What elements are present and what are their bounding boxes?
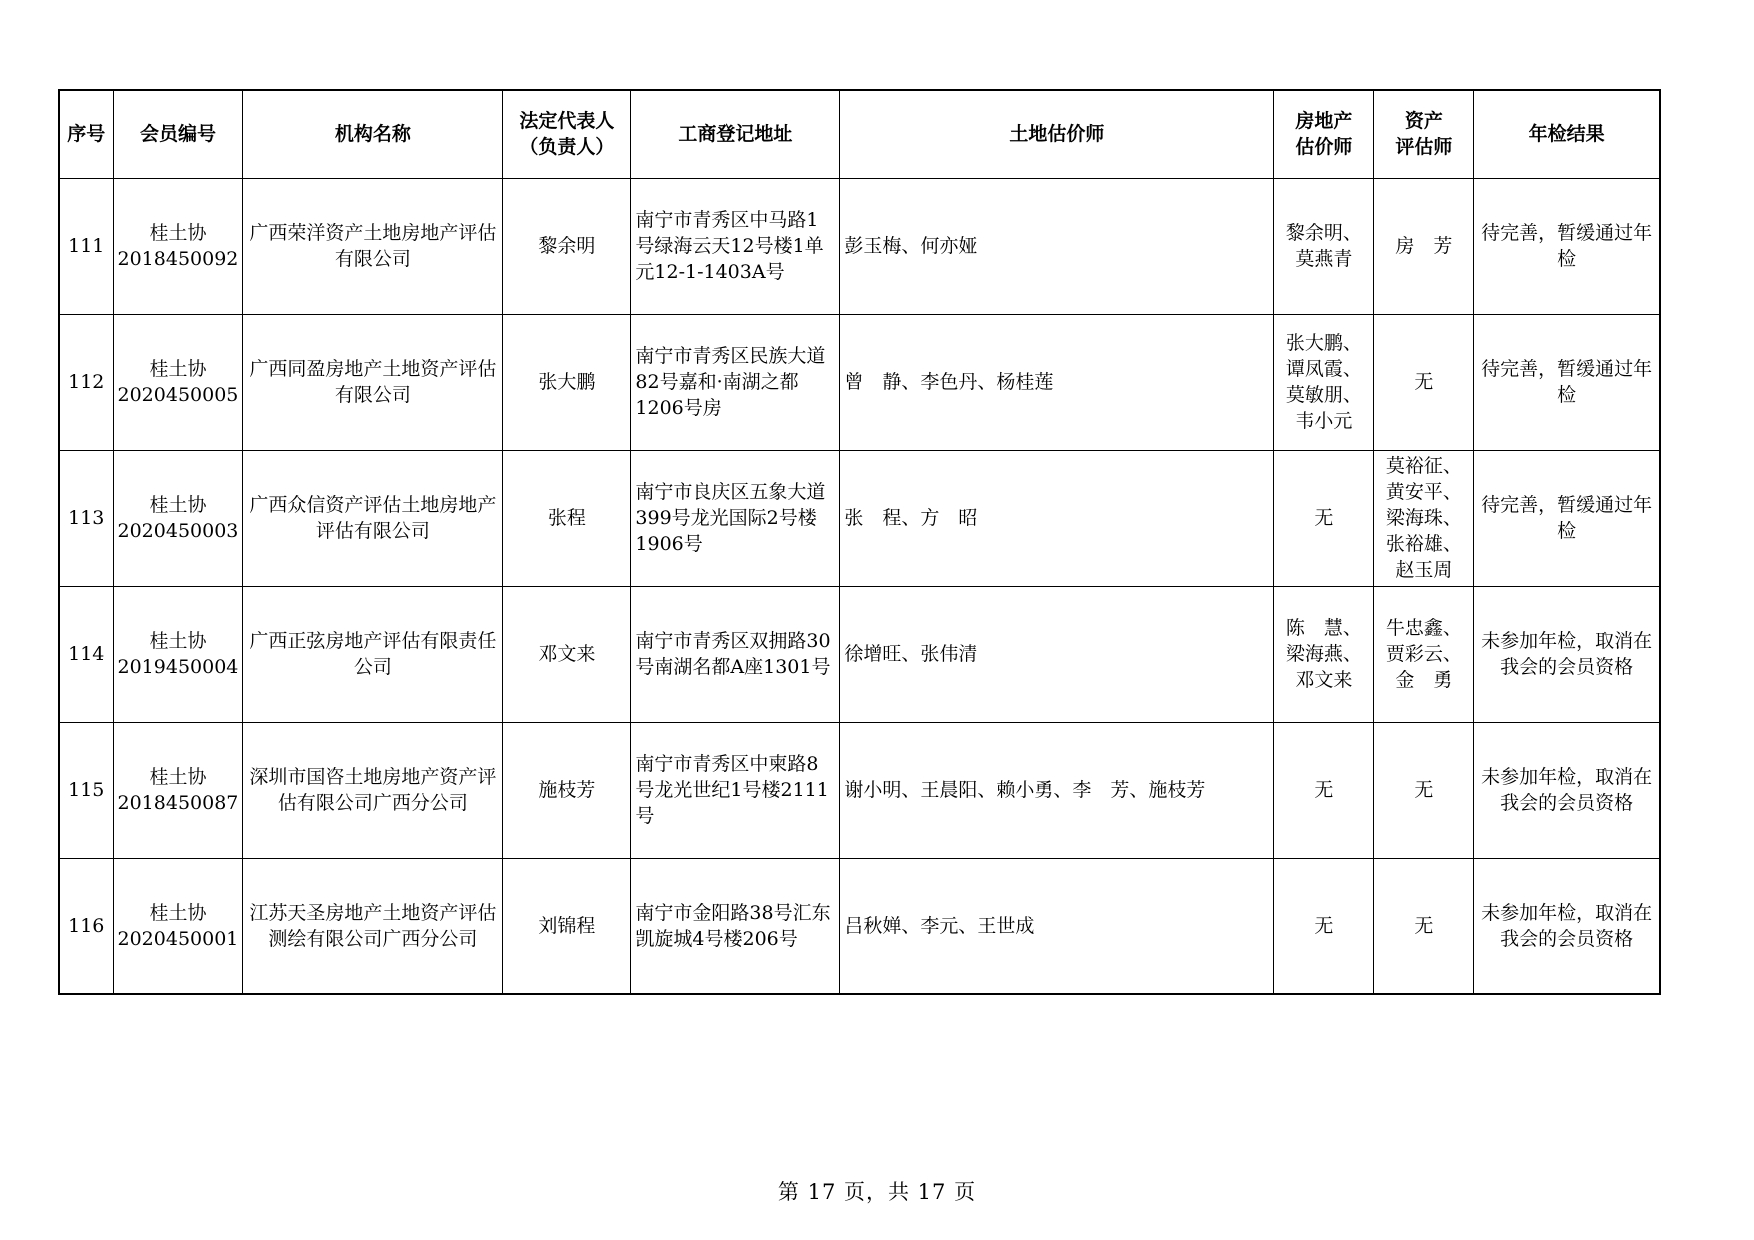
col-header-org-name: 机构名称 [243, 90, 503, 178]
cell-result: 未参加年检，取消在我会的会员资格 [1474, 858, 1660, 994]
cell-real-estate-appraisers [1274, 178, 1374, 314]
col-header-member-no: 会员编号 [113, 90, 243, 178]
cell-member-no-line: 2019450004 [117, 656, 239, 678]
cell-real-estate-appraisers [1274, 586, 1374, 722]
cell-real-estate-appraiser-line: 无 [1314, 507, 1334, 529]
cell-asset-appraisers [1374, 586, 1474, 722]
cell-land-appraisers: 彭玉梅、何亦娅 [840, 178, 1274, 314]
cell-result: 未参加年检，取消在我会的会员资格 [1474, 722, 1660, 858]
table-row [59, 314, 1660, 450]
table-row [59, 858, 1660, 994]
cell-org-name: 深圳市国咨土地房地产资产评估有限公司广西分公司 [243, 722, 503, 858]
cell-real-estate-appraisers [1274, 314, 1374, 450]
cell-result: 待完善，暂缓通过年检 [1474, 178, 1660, 314]
cell-result: 待完善，暂缓通过年检 [1474, 450, 1660, 586]
cell-asset-appraisers [1374, 178, 1474, 314]
cell-legal-rep: 刘锦程 [503, 858, 631, 994]
col-header-address: 工商登记地址 [631, 90, 840, 178]
cell-land-appraisers: 张 程、方 昭 [840, 450, 1274, 586]
cell-legal-rep: 黎余明 [503, 178, 631, 314]
cell-real-estate-appraiser-line: 梁海燕、 [1285, 643, 1362, 665]
col-header-real-estate-line: 估价师 [1295, 136, 1353, 159]
cell-real-estate-appraisers [1274, 450, 1374, 586]
cell-legal-rep: 张程 [503, 450, 631, 586]
col-header-seq: 序号 [59, 90, 113, 178]
cell-legal-rep: 邓文来 [503, 586, 631, 722]
table-body [59, 178, 1660, 994]
cell-land-appraisers: 徐增旺、张伟清 [840, 586, 1274, 722]
cell-member-no-line: 桂土协 [149, 222, 207, 244]
cell-seq: 115 [59, 722, 113, 858]
cell-result: 未参加年检，取消在我会的会员资格 [1474, 586, 1660, 722]
cell-asset-appraiser-line: 莫裕征、 [1385, 455, 1462, 477]
cell-land-appraisers: 曾 静、李色丹、杨桂莲 [840, 314, 1274, 450]
cell-org-name: 江苏天圣房地产土地资产评估测绘有限公司广西分公司 [243, 858, 503, 994]
header-row [59, 90, 1660, 178]
cell-real-estate-appraiser-line: 谭凤霞、 [1285, 358, 1362, 380]
col-header-asset-line: 评估师 [1395, 136, 1453, 159]
cell-real-estate-appraiser-line: 莫燕青 [1295, 248, 1353, 270]
cell-member-no [113, 722, 243, 858]
cell-member-no-line: 2020450003 [117, 520, 239, 542]
cell-land-appraisers: 谢小明、王晨阳、赖小勇、李 芳、施枝芳 [840, 722, 1274, 858]
col-header-real-estate-line: 房地产 [1295, 110, 1353, 133]
cell-member-no-line: 桂土协 [149, 494, 207, 516]
member-inspection-table [58, 89, 1661, 995]
cell-member-no [113, 178, 243, 314]
cell-asset-appraiser-line: 牛忠鑫、 [1385, 617, 1462, 639]
cell-real-estate-appraiser-line: 张大鹏、 [1285, 332, 1362, 354]
cell-asset-appraiser-line: 无 [1414, 914, 1434, 937]
cell-member-no [113, 450, 243, 586]
cell-asset-appraiser-line: 无 [1414, 779, 1434, 801]
table-row [59, 586, 1660, 722]
cell-real-estate-appraiser-line: 莫敏朋、 [1285, 384, 1362, 406]
cell-member-no-line: 2018450092 [117, 248, 239, 270]
cell-asset-appraiser-line: 赵玉周 [1395, 559, 1453, 581]
cell-member-no-line: 桂土协 [149, 766, 207, 788]
cell-member-no-line: 2020450005 [117, 384, 239, 406]
cell-asset-appraiser-line: 金 勇 [1395, 669, 1453, 691]
cell-asset-appraisers [1374, 450, 1474, 586]
table-row [59, 722, 1660, 858]
cell-asset-appraisers [1374, 314, 1474, 450]
cell-org-name: 广西正弦房地产评估有限责任公司 [243, 586, 503, 722]
cell-asset-appraiser-line: 房 芳 [1395, 235, 1453, 257]
table-row [59, 450, 1660, 586]
cell-result: 待完善，暂缓通过年检 [1474, 314, 1660, 450]
col-header-land-appraisers: 土地估价师 [840, 90, 1274, 178]
cell-address: 南宁市青秀区双拥路30号南湖名都A座1301号 [631, 586, 840, 722]
col-header-real-estate-appraisers [1274, 90, 1374, 178]
cell-member-no-line: 2018450087 [117, 792, 239, 814]
cell-asset-appraisers [1374, 722, 1474, 858]
cell-real-estate-appraiser-line: 陈 慧、 [1285, 617, 1362, 639]
cell-member-no [113, 314, 243, 450]
page-number: 第 17 页，共 17 页 [777, 1180, 977, 1204]
col-header-legal-rep-line: 法定代表人 [519, 110, 615, 133]
cell-org-name: 广西众信资产评估土地房地产评估有限公司 [243, 450, 503, 586]
cell-address: 南宁市良庆区五象大道399号龙光国际2号楼1906号 [631, 450, 840, 586]
cell-member-no [113, 858, 243, 994]
cell-real-estate-appraiser-line: 韦小元 [1295, 410, 1353, 432]
cell-member-no-line: 桂土协 [149, 901, 207, 924]
cell-member-no-line: 桂土协 [149, 358, 207, 380]
cell-real-estate-appraiser-line: 无 [1314, 914, 1334, 937]
cell-seq: 111 [59, 178, 113, 314]
cell-land-appraisers: 吕秋婵、李元、王世成 [840, 858, 1274, 994]
col-header-result: 年检结果 [1474, 90, 1660, 178]
col-header-asset-appraisers [1374, 90, 1474, 178]
cell-seq: 114 [59, 586, 113, 722]
col-header-legal-rep [503, 90, 631, 178]
cell-real-estate-appraiser-line: 黎余明、 [1285, 222, 1362, 244]
cell-asset-appraiser-line: 黄安平、 [1385, 481, 1462, 503]
cell-real-estate-appraiser-line: 无 [1314, 779, 1334, 801]
cell-member-no-line: 桂土协 [149, 630, 207, 652]
cell-org-name: 广西荣洋资产土地房地产评估有限公司 [243, 178, 503, 314]
cell-real-estate-appraisers [1274, 722, 1374, 858]
cell-seq: 116 [59, 858, 113, 994]
cell-seq: 112 [59, 314, 113, 450]
cell-asset-appraiser-line: 贾彩云、 [1385, 643, 1462, 665]
table-row [59, 178, 1660, 314]
cell-real-estate-appraisers [1274, 858, 1374, 994]
cell-seq: 113 [59, 450, 113, 586]
col-header-legal-rep-line: （负责人） [519, 136, 615, 159]
cell-legal-rep: 施枝芳 [503, 722, 631, 858]
cell-legal-rep: 张大鹏 [503, 314, 631, 450]
cell-asset-appraiser-line: 梁海珠、 [1385, 507, 1462, 529]
cell-org-name: 广西同盈房地产土地资产评估有限公司 [243, 314, 503, 450]
cell-address: 南宁市青秀区中柬路8号龙光世纪1号楼2111号 [631, 722, 840, 858]
cell-address: 南宁市青秀区中马路1号绿海云天12号楼1单元12-1-1403A号 [631, 178, 840, 314]
cell-asset-appraiser-line: 无 [1414, 371, 1434, 393]
cell-asset-appraisers [1374, 858, 1474, 994]
cell-asset-appraiser-line: 张裕雄、 [1385, 533, 1462, 555]
cell-member-no [113, 586, 243, 722]
cell-member-no-line: 2020450001 [117, 927, 239, 950]
cell-real-estate-appraiser-line: 邓文来 [1295, 669, 1353, 691]
cell-address: 南宁市金阳路38号汇东凯旋城4号楼206号 [631, 858, 840, 994]
cell-address: 南宁市青秀区民族大道82号嘉和·南湖之都1206号房 [631, 314, 840, 450]
col-header-asset-line: 资产 [1404, 110, 1443, 133]
